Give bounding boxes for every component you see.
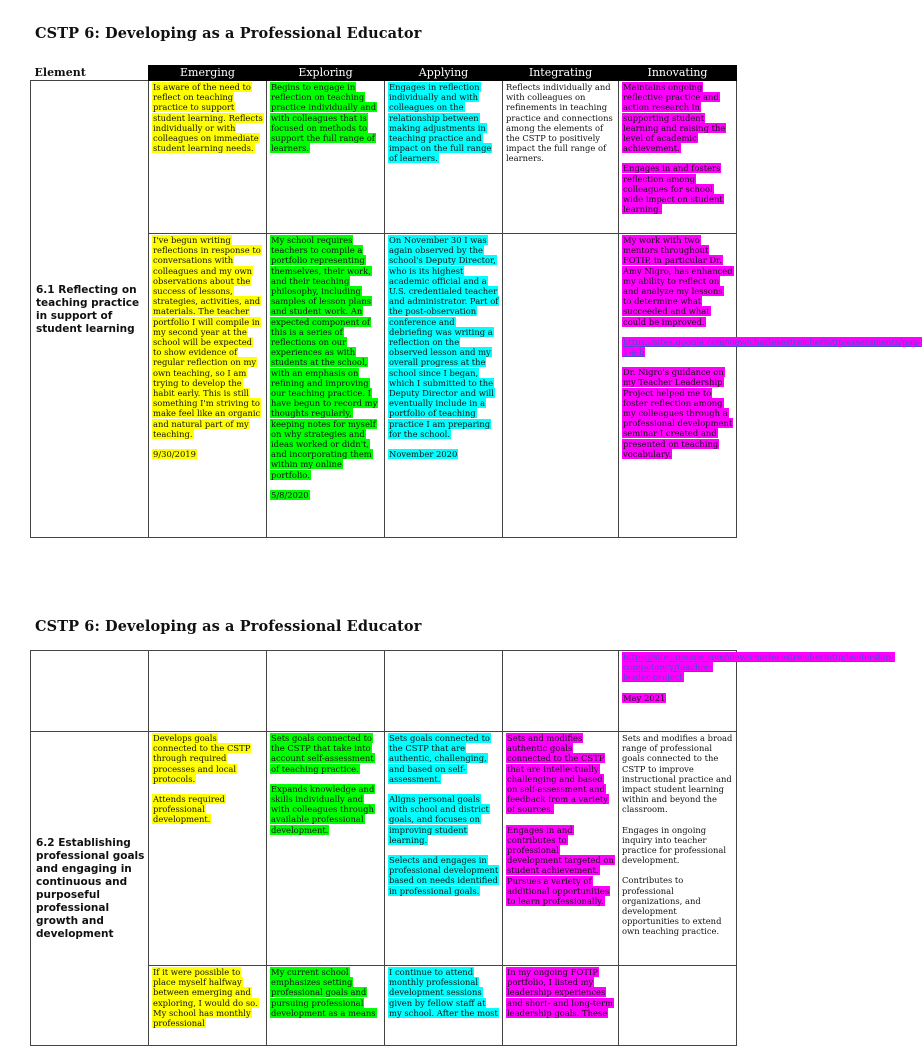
evidence-applying-6-2: I continue to attend monthly professional development sessions given by fellow staff at my school. After the most <box>385 966 503 1046</box>
descriptor-emerging: Is aware of the need to reflect on teaching practice to support student learning. Reflects individually or with colleagues on immediate student learning needs. <box>149 81 267 234</box>
descriptor-emerging-6-2: Develops goals connected to the CSTP through required processes and local protocols. Attends required professional development. <box>149 732 267 966</box>
descriptor-row-6-2 <box>31 732 737 966</box>
element-6-1-label: 6.1 Reflecting on teaching practice in support of student learning <box>31 81 149 538</box>
evidence-innovating: My work with two mentors throughout FOTIP, in particular Dr. Amy Nigro, has enhanced my ability to reflect on and analyze my lessons to determine what succeeded and what could be improved. https://sites.google.com/view/charlesestreicherfotip/assessments/pop-1-a-b Dr. Nigro's guidance on my Teacher Leadership Project helped me to foster reflection among my colleagues through a professional development seminar I created and presented on teaching vocabulary. <box>619 234 737 538</box>
descriptor-row <box>31 81 737 234</box>
evidence-emerging: I've begun writing reflections in response to conversations with colleagues and my own observations about the success of lessons, strategies, activities, and materials. The teacher portfolio I will compile in my second year at the school will be expected to show evidence of regular reflection on my own teaching, so I am trying to develop the habit early. This is still something I'm striving to make feel like an organic and natural part of my teaching. 9/30/2019 <box>149 234 267 538</box>
section-2-title: CSTP 6: Developing as a Professional Educator <box>35 618 422 635</box>
header-row <box>31 66 737 81</box>
level-emerging-header: Emerging <box>149 66 267 81</box>
cstp-6-1-table <box>30 65 921 538</box>
level-applying-header: Applying <box>385 66 503 81</box>
evidence-integrating-6-2: In my ongoing FOTIP portfolio, I listed my leadership experiences and short- and long-term leadership goals. These <box>503 966 619 1046</box>
level-innovating-header: Innovating <box>619 66 737 81</box>
portfolio-link[interactable]: https://sites.google.com/view/charlesestreicherfotip/assessments/pop-1-a-b <box>623 336 921 358</box>
descriptor-exploring: Begins to engage in reflection on teaching practice individually and with colleagues that is focused on methods to support the full range of learners. <box>267 81 385 234</box>
carryover-innovating: https://sites.google.com/view/charlesestreicherfotip/leadership-competency/teacher-leader-project May 2021 <box>619 651 737 732</box>
cstp-6-2-table <box>30 650 894 1046</box>
evidence-integrating <box>503 234 619 538</box>
evidence-innovating-6-2 <box>619 966 737 1046</box>
evidence-emerging-6-2: If it were possible to place myself halfway between emerging and exploring, I would do so. My school has monthly professional <box>149 966 267 1046</box>
level-exploring-header: Exploring <box>267 66 385 81</box>
evidence-applying: On November 30 I was again observed by the school's Deputy Director, who is its highest academic official and a U.S. credentialed teacher and administrator. Part of the post-observation conference and debriefing was writing a reflection on the observed lesson and my overall progress at the school since I began, which I submitted to the Deputy Director and will eventually include in a portfolio of teaching practice I am preparing for the school. November 2020 <box>385 234 503 538</box>
descriptor-exploring-6-2: Sets goals connected to the CSTP that take into account self-assessment of teaching practice. Expands knowledge and skills individually and with colleagues through available professional development. <box>267 732 385 966</box>
descriptor-innovating: Maintains ongoing reflective practice and action research in supporting student learning and raising the level of academic achievement. Engages in and fosters reflection among colleagues for school wide impact on student learning. <box>619 81 737 234</box>
element-header: Element <box>31 66 149 81</box>
descriptor-innovating-6-2: Sets and modifies a broad range of professional goals connected to the CSTP to improve instructional practice and impact student learning within and beyond the classroom. Engages in ongoing inquiry into teacher practice for professional development. Contributes to professional organizations, and development opportunities to extend own teaching practice. <box>619 732 737 966</box>
element-6-2-label: 6.2 Establishing professional goals and engaging in continuous and purposeful professional growth and development <box>31 732 149 1046</box>
descriptor-applying-6-2: Sets goals connected to the CSTP that are authentic, challenging, and based on self-assessment. Aligns personal goals with school and district goals, and focuses on improving student learning. Selects and engages in professional development based on needs identified in professional goals. <box>385 732 503 966</box>
carryover-row <box>31 651 737 732</box>
descriptor-integrating-6-2: Sets and modifies authentic goals connected to the CSTP that are intellectually challenging and based on self-assessment and feedback from a variety of sources. Engages in and contributes to professional development targeted on student achievement. Pursues a variety of additional opportunities to learn professionally. <box>503 732 619 966</box>
descriptor-integrating: Reflects individually and with colleagues on refinements in teaching practice and connections among the elements of the CSTP to positively impact the full range of learners. <box>503 81 619 234</box>
evidence-exploring-6-2: My current school emphasizes setting professional goals and pursuing professional development as a means <box>267 966 385 1046</box>
leader-project-link[interactable]: https://sites.google.com/view/charlesestreicherfotip/leadership-competency/teacher-leader-project <box>623 652 894 683</box>
evidence-exploring: My school requires teachers to compile a portfolio representing themselves, their work, and their teaching philosophy, including samples of lesson plans and student work. An expected component of this is a series of reflections on our experiences as with students at the school, with an emphasis on refining and improving our teaching practice. I have begun to record my thoughts regularly, keeping notes for myself on why strategies and ideas worked or didn't, and incorporating them within my online portfolio. 5/8/2020 <box>267 234 385 538</box>
level-integrating-header: Integrating <box>503 66 619 81</box>
descriptor-applying: Engages in reflection individually and with colleagues on the relationship between making adjustments in teaching practice and impact on the full range of learners. <box>385 81 503 234</box>
section-1-title: CSTP 6: Developing as a Professional Educator <box>35 25 422 42</box>
